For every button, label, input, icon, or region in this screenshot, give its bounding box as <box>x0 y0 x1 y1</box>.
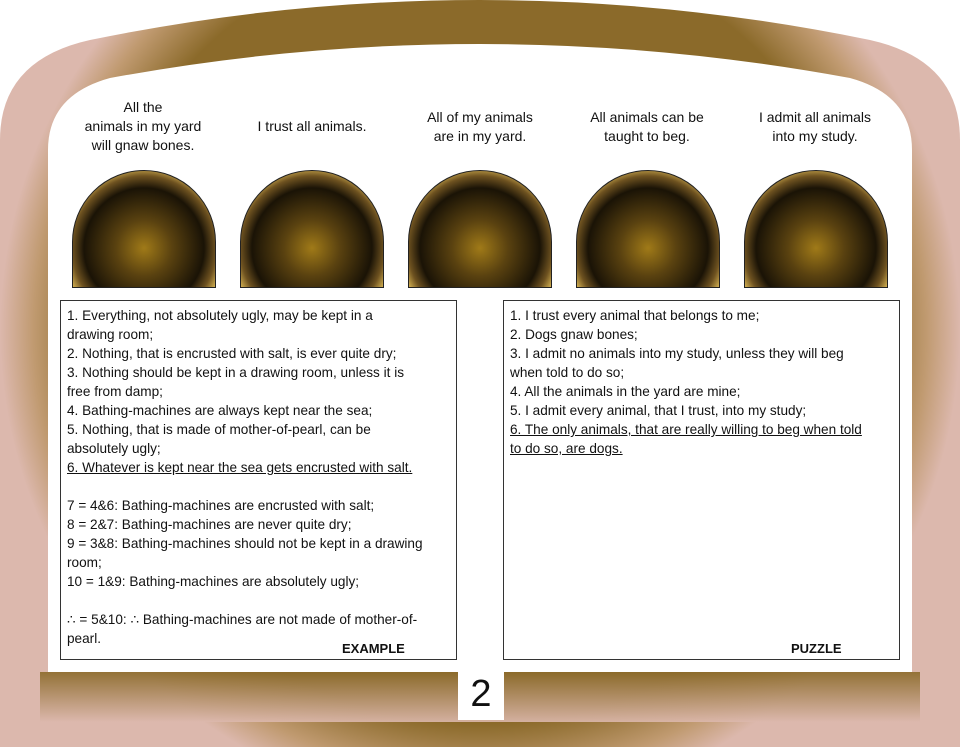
example-line: pearl. <box>67 631 102 646</box>
example-line <box>67 477 452 496</box>
caption-4: All animals can be taught to beg. <box>590 109 704 144</box>
puzzle-panel <box>503 300 900 660</box>
puzzle-line: 5. I admit every animal, that I trust, into my study; <box>510 403 807 418</box>
caption-2: I trust all animals. <box>257 118 367 134</box>
example-line: 2. Nothing, that is encrusted with salt, is ever quite dry; <box>67 346 397 361</box>
puzzle-line: when told to do so; <box>510 365 625 380</box>
example-line: 5. Nothing, that is made of mother-of-pearl, can be <box>67 422 371 437</box>
hole-3[interactable] <box>408 170 552 288</box>
example-line: 8 = 2&7: Bathing-machines are never quite dry; <box>67 517 352 532</box>
puzzle-line: 3. I admit no animals into my study, unless they will beg <box>510 346 844 361</box>
hole-1[interactable] <box>72 170 216 288</box>
example-line: 6. Whatever is kept near the sea gets encrusted with salt. <box>67 460 413 475</box>
example-panel <box>60 300 457 660</box>
example-line: 1. Everything, not absolutely ugly, may be kept in a <box>67 308 373 323</box>
example-line: room; <box>67 555 102 570</box>
example-line: free from damp; <box>67 384 163 399</box>
caption-5: I admit all animals into my study. <box>758 109 872 144</box>
hole-2[interactable] <box>240 170 384 288</box>
page-number: 2 <box>458 668 504 720</box>
example-line: absolutely ugly; <box>67 441 161 456</box>
caption-3: All of my animals are in my yard. <box>427 109 533 144</box>
example-line: 3. Nothing should be kept in a drawing room, unless it is <box>67 365 405 380</box>
puzzle-label: PUZZLE <box>791 641 842 656</box>
puzzle-line: 4. All the animals in the yard are mine; <box>510 384 741 399</box>
example-line: drawing room; <box>67 327 154 342</box>
example-label: EXAMPLE <box>342 641 405 656</box>
example-line: 9 = 3&8: Bathing-machines should not be kept in a drawing <box>67 536 423 551</box>
puzzle-line: 1. I trust every animal that belongs to me; <box>510 308 760 323</box>
example-line: 4. Bathing-machines are always kept near the sea; <box>67 403 373 418</box>
caption-1: All the animals in my yard will gnaw bones. <box>84 99 202 153</box>
puzzle-line: 2. Dogs gnaw bones; <box>510 327 638 342</box>
example-line: 10 = 1&9: Bathing-machines are absolutely ugly; <box>67 574 360 589</box>
hole-5[interactable] <box>744 170 888 288</box>
example-line: 7 = 4&6: Bathing-machines are encrusted with salt; <box>67 498 375 513</box>
puzzle-line: to do so, are dogs. <box>510 441 623 456</box>
example-line <box>67 591 452 610</box>
example-text <box>67 306 452 648</box>
example-line: ∴ = 5&10: ∴ Bathing-machines are not made of mother-of- <box>67 612 418 627</box>
hole-4[interactable] <box>576 170 720 288</box>
puzzle-text <box>510 306 895 458</box>
puzzle-line: 6. The only animals, that are really willing to beg when told <box>510 422 862 437</box>
